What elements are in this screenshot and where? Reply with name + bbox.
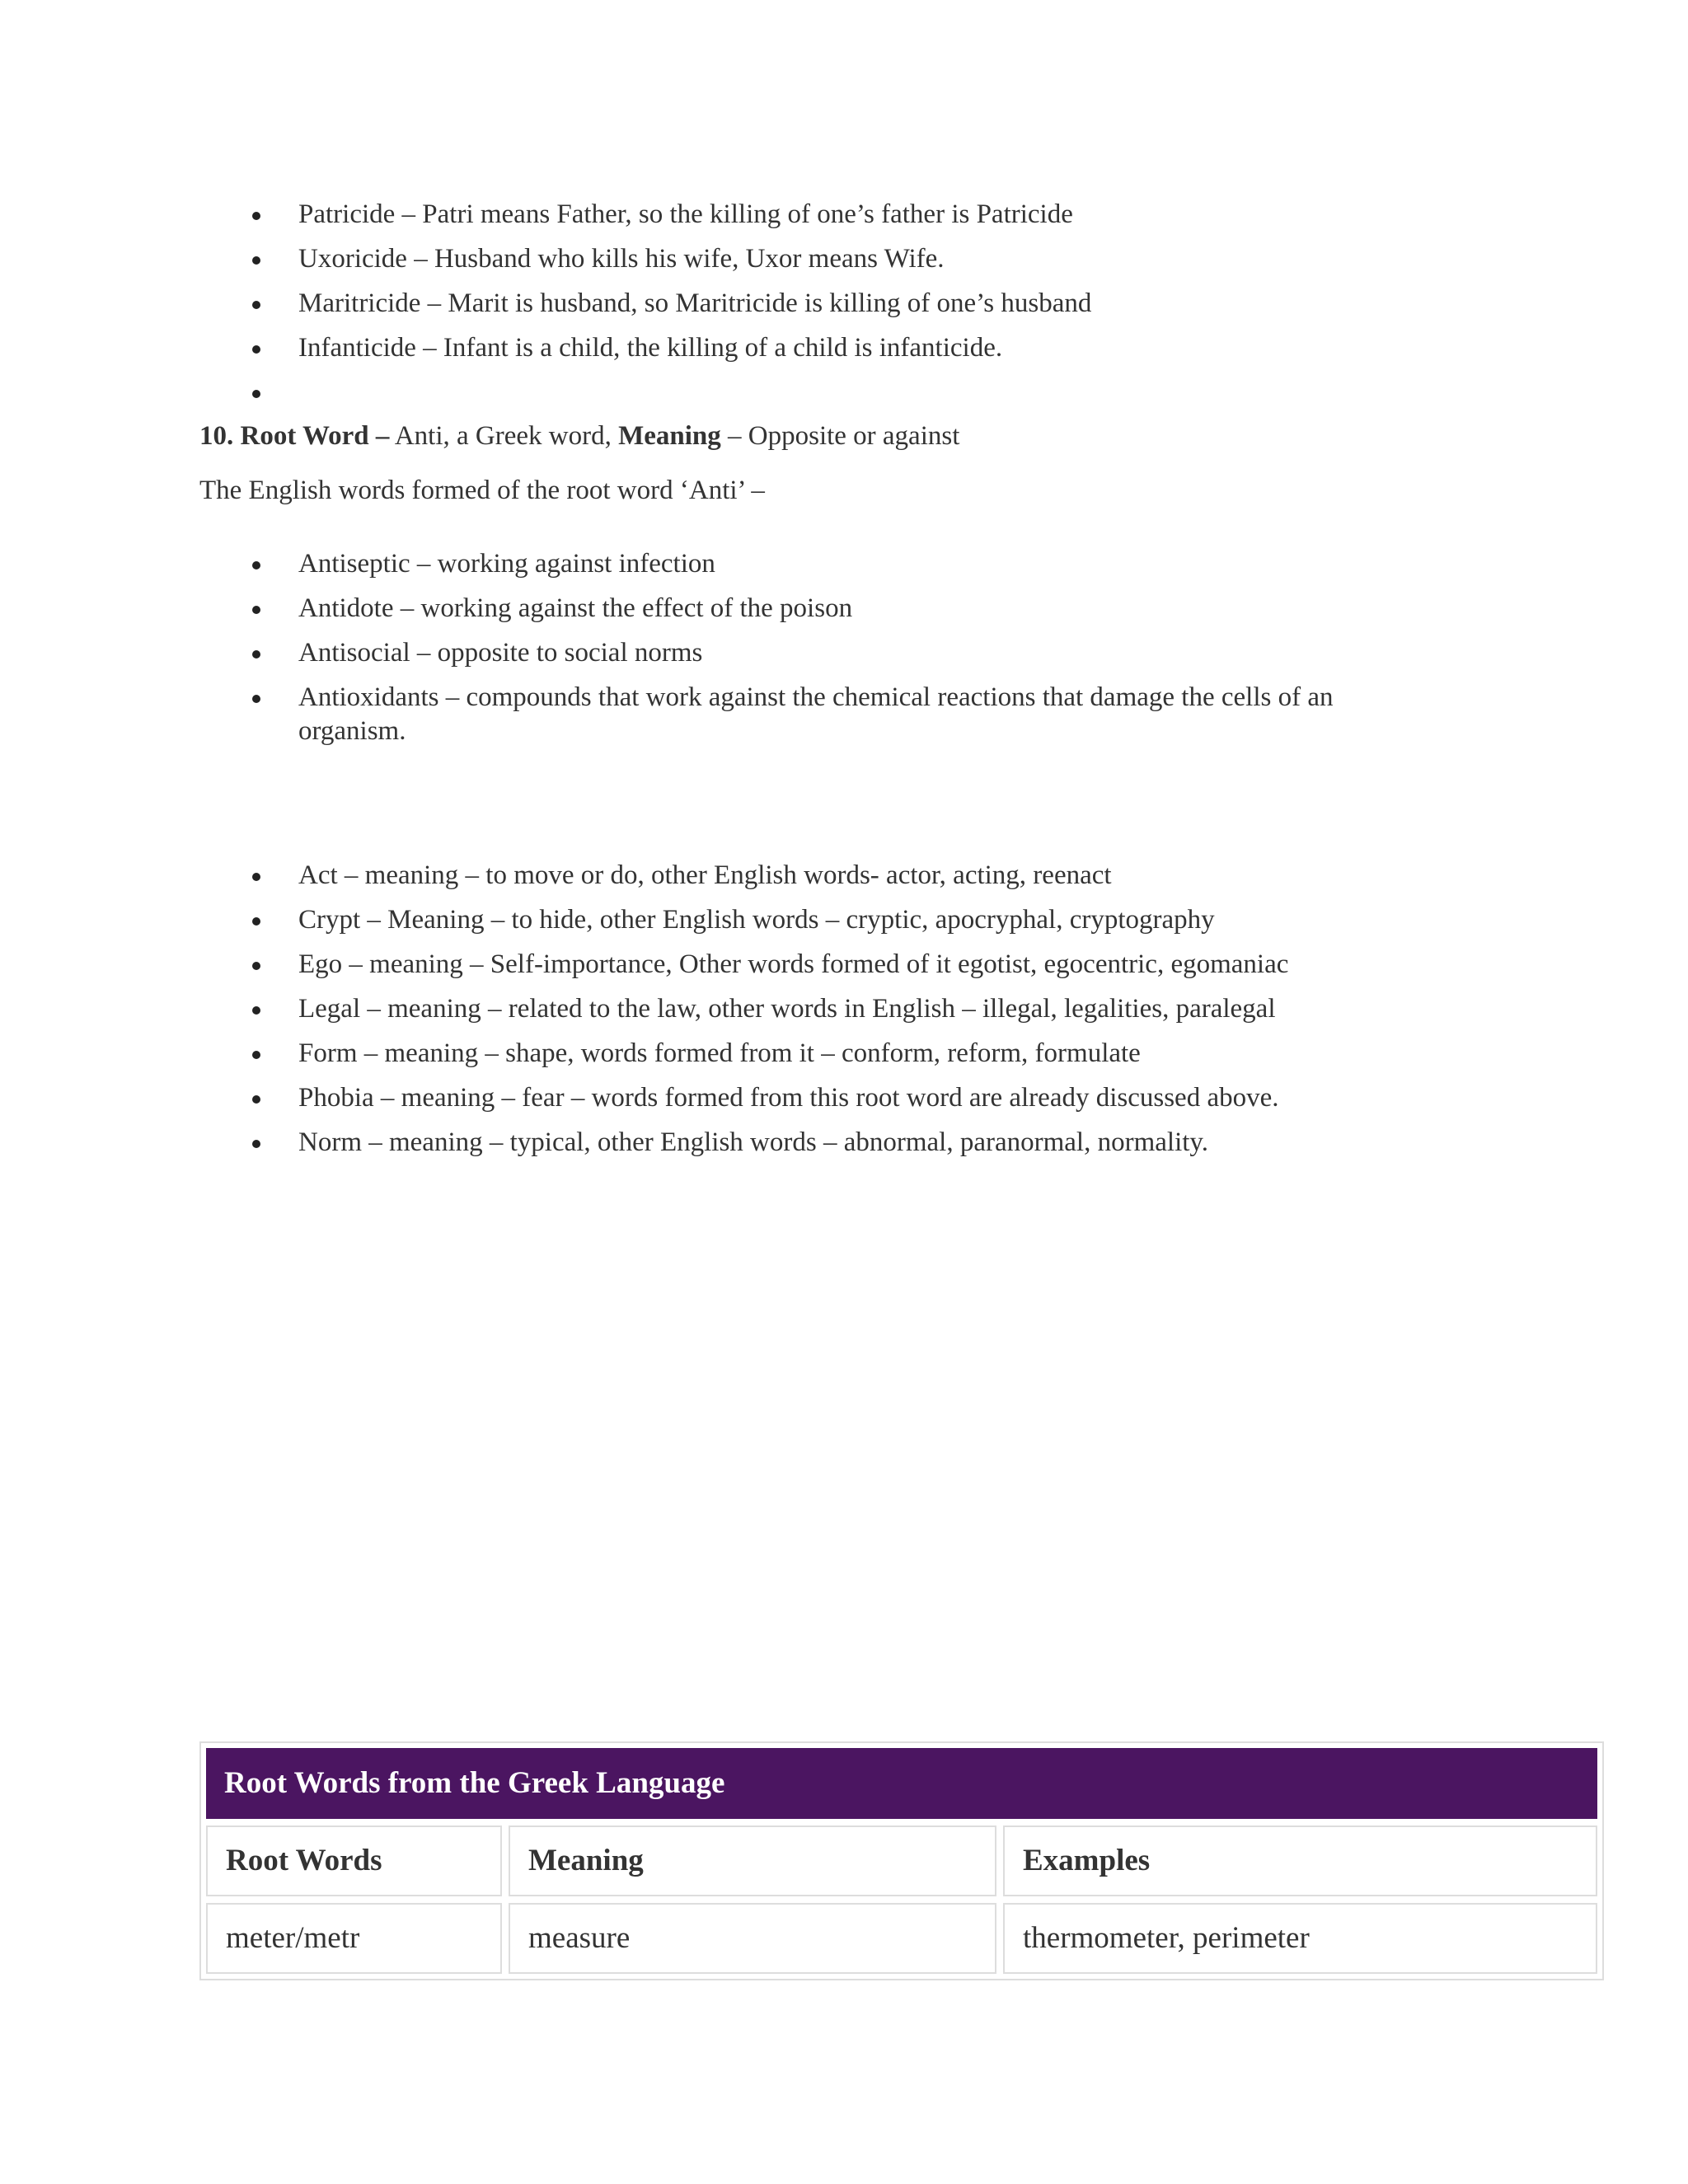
anti-words-list — [199, 547, 1436, 759]
list-item: Maritricide – Marit is husband, so Maritricide is killing of one’s husband — [199, 287, 1436, 321]
table-header-meaning: Meaning — [509, 1825, 996, 1896]
list-item: Patricide – Patri means Father, so the killing of one’s father is Patricide — [199, 198, 1436, 232]
table-cell-root-word: meter/metr — [206, 1903, 502, 1974]
list-item: Legal – meaning – related to the law, other words in English – illegal, legalities, paralegal — [199, 992, 1436, 1026]
list-item: Infanticide – Infant is a child, the killing of a child is infanticide. — [199, 331, 1436, 365]
list-item: Antisocial – opposite to social norms — [199, 636, 1436, 670]
table-cell-meaning: measure — [509, 1903, 996, 1974]
empty-list-item — [199, 376, 1436, 410]
list-item: Ego – meaning – Self-importance, Other words formed of it egotist, egocentric, egomaniac — [199, 948, 1436, 982]
list-item: Antidote – working against the effect of the poison — [199, 592, 1436, 626]
list-item: Phobia – meaning – fear – words formed from this root word are already discussed above. — [199, 1081, 1436, 1115]
root-word-heading — [199, 419, 1518, 453]
meaning-value: – Opposite or against — [720, 421, 960, 451]
table-header-examples: Examples — [1003, 1825, 1597, 1896]
table-header-root-words: Root Words — [206, 1825, 502, 1896]
root-word-label: 10. Root Word – — [199, 421, 390, 451]
list-item: Antiseptic – working against infection — [199, 547, 1436, 581]
intro-paragraph: The English words formed of the root word ‘Anti’ – — [199, 476, 765, 505]
meaning-label: Meaning — [618, 421, 721, 451]
list-item: Crypt – Meaning – to hide, other English words – cryptic, apocryphal, cryptography — [199, 903, 1436, 937]
list-item: Antioxidants – compounds that work against the chemical reactions that damage the cells of an organism. — [199, 681, 1436, 748]
more-root-words-list — [199, 859, 1436, 1170]
list-item: Act – meaning – to move or do, other English words- actor, acting, reenact — [199, 859, 1436, 893]
list-item: Uxoricide – Husband who kills his wife, Uxor means Wife. — [199, 242, 1436, 276]
greek-root-words-table — [199, 1741, 1604, 1980]
list-item: Norm – meaning – typical, other English words – abnormal, paranormal, normality. — [199, 1126, 1436, 1160]
list-item: Form – meaning – shape, words formed from it – conform, reform, formulate — [199, 1037, 1436, 1071]
table-cell-examples: thermometer, perimeter — [1003, 1903, 1597, 1974]
table-title: Root Words from the Greek Language — [206, 1748, 1597, 1819]
killing-words-list — [199, 198, 1436, 420]
root-word-value: Anti, a Greek word, — [389, 421, 619, 451]
